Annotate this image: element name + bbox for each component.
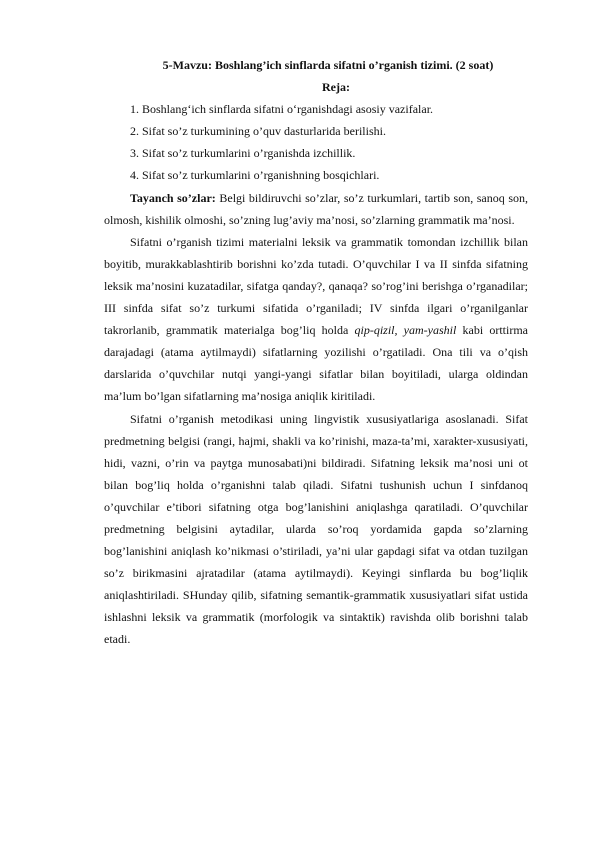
- italic-example: qip-qizil, yam-yashil: [354, 323, 457, 338]
- plan-heading: Reja:: [322, 80, 350, 95]
- plan-list: [104, 98, 528, 186]
- body-paragraph-2: Sifatni o’rganish metodikasi uning lingvistik xususiyatlariga asoslanadi. Sifat predmetning belgisi (rangi, hajmi, shakli va ko’rinishi, maza-ta’mi, xarakter-xususiyati, hidi, vazni, o’rin va paytga munosabati)ni bildiradi. Sifatning leksik ma’nosi uni ot bilan bog’liq holda o’rganishni talab qiladi. Sifatni tushunish uchun I sinfdanoq o’quvchilar e’tibori sifatning otga bog’lanishini aniqlashga qaratiladi. O’quvchilar predmetning belgisini aytadilar, ularda so’roq yordamida gapda so’zlarning bog’lanishini aniqlash ko’nikmasi o’stiriladi, ya’ni ular gapdagi sifat va otdan tuzilgan so’z birikmasini ajratadilar (atama aytilmaydi). Keyingi sinflarda bu bog’liqlik aniqlashtiriladi. SHunday qilib, sifatning semantik-grammatik xususiyatlari sifat ustida ishlashni leksik va grammatik (morfologik va sintaktik) ravishda olib borishni talab etadi.: [104, 411, 528, 647]
- keywords-label: Tayanch so’zlar:: [130, 190, 216, 205]
- paragraph-text: kabi orttirma darajadagi (atama aytilmaydi) sifatlarning yozilishi o’rgatiladi. Ona tili va o’qish darslarida o’quvchilar nutqi yangi-yangi sifatlar bilan boyitiladi, ularga oldindan ma’lum bo’lgan sifatlarning ma’nosiga aniqlik kiritiladi.: [104, 323, 528, 404]
- plan-item: 3. Sifat so’z turkumlarini o’rganishda izchillik.: [130, 146, 356, 161]
- keywords-text: Belgi bildiruvchi so’zlar, so’z turkumlari, tartib son, sanoq son, olmosh, kishilik olmoshi, so’zning lug’aviy ma’nosi, so’zlarning grammatik ma’nosi.: [104, 190, 528, 227]
- plan-item: 1. Boshlang‘ich sinflarda sifatni o‘rganishdagi asosiy vazifalar.: [130, 102, 434, 117]
- body-paragraph-1: [104, 231, 528, 408]
- plan-item: 2. Sifat so’z turkumining o’quv dasturlarida berilishi.: [130, 124, 386, 139]
- paragraph-text: Sifatni o’rganish tizimi materialni leksik va grammatik tomondan izchillik bilan boyitib, murakkablashtirib borishni ko’zda tutadi. O’quvchilar I va II sinfda sifatning leksik ma’nosini kuzatadilar, sifatga qanday?, qanaqa? so’rog’ini berishga o’rganadilar; III sinfda sifat so’z turkumi sifatida o’rganiladi; IV sinfda ilgari o’rganilganlar takrorlanib, grammatik materialga bog’liq holda: [104, 234, 528, 338]
- lesson-title: 5-Mavzu: Boshlang’ich sinflarda sifatni o’rganish tizimi. (2 soat): [162, 58, 494, 72]
- keywords-paragraph: [104, 187, 528, 231]
- plan-item: 4. Sifat so’z turkumlarini o’rganishning bosqichlari.: [130, 168, 380, 183]
- document-body: [104, 54, 528, 651]
